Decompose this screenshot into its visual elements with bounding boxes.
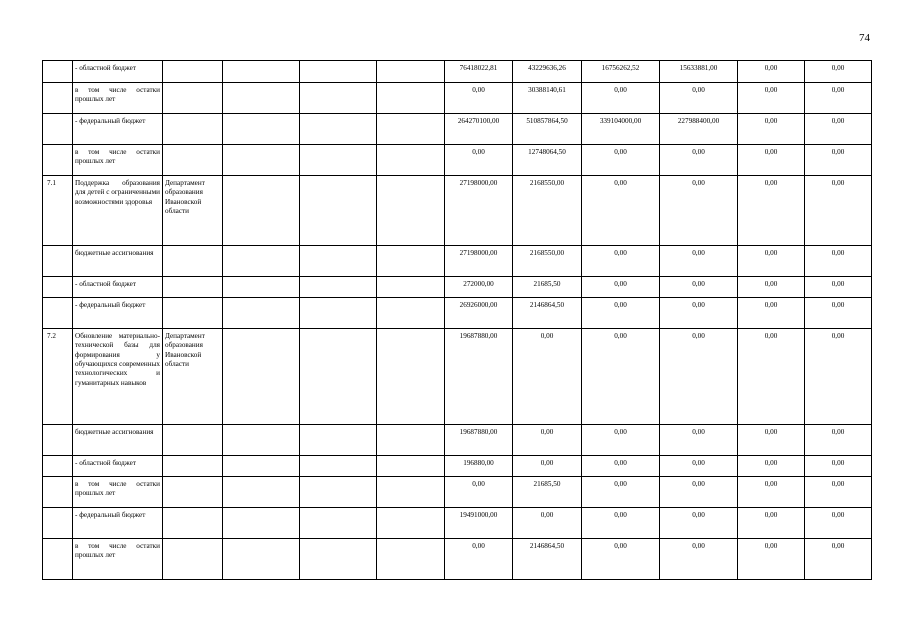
amount-cell-3: 0,00 — [582, 329, 660, 425]
row-number-cell: 7.1 — [43, 176, 73, 246]
row-number-cell: 7.2 — [43, 329, 73, 425]
empty-cell — [300, 298, 377, 329]
amount-cell-1: 27198000,00 — [445, 246, 513, 277]
amount-cell-3: 0,00 — [582, 246, 660, 277]
amount-cell-3: 0,00 — [582, 539, 660, 580]
table-row — [43, 176, 872, 246]
amount-cell-5: 0,00 — [738, 477, 805, 508]
row-number-cell — [43, 508, 73, 539]
table-row — [43, 145, 872, 176]
table-row — [43, 277, 872, 298]
row-name-cell: - федеральный бюджет — [73, 508, 163, 539]
empty-cell — [377, 61, 445, 83]
amount-cell-4: 0,00 — [660, 425, 738, 456]
amount-cell-1: 19687880,00 — [445, 329, 513, 425]
amount-cell-2: 0,00 — [513, 456, 582, 477]
empty-cell — [300, 456, 377, 477]
amount-cell-6: 0,00 — [805, 298, 872, 329]
executor-cell — [163, 277, 223, 298]
empty-cell — [377, 114, 445, 145]
table-row — [43, 539, 872, 580]
empty-cell — [223, 277, 300, 298]
empty-cell — [300, 508, 377, 539]
amount-cell-5: 0,00 — [738, 83, 805, 114]
executor-cell — [163, 145, 223, 176]
empty-cell — [223, 114, 300, 145]
empty-cell — [377, 277, 445, 298]
amount-cell-3: 0,00 — [582, 176, 660, 246]
row-number-cell — [43, 114, 73, 145]
empty-cell — [377, 477, 445, 508]
amount-cell-4: 0,00 — [660, 456, 738, 477]
empty-cell — [223, 539, 300, 580]
row-name-cell: - федеральный бюджет — [73, 298, 163, 329]
row-name-cell: - областной бюджет — [73, 456, 163, 477]
row-name-cell: Обновление материально-технической базы для формирования у обучающихся современных технологических и гуманитарных навыков — [73, 329, 163, 425]
amount-cell-6: 0,00 — [805, 114, 872, 145]
table-row — [43, 456, 872, 477]
amount-cell-3: 16756262,52 — [582, 61, 660, 83]
amount-cell-2: 2146864,50 — [513, 298, 582, 329]
amount-cell-5: 0,00 — [738, 61, 805, 83]
amount-cell-2: 2168550,00 — [513, 176, 582, 246]
amount-cell-6: 0,00 — [805, 246, 872, 277]
amount-cell-4: 0,00 — [660, 176, 738, 246]
amount-cell-5: 0,00 — [738, 456, 805, 477]
executor-cell — [163, 456, 223, 477]
amount-cell-3: 0,00 — [582, 508, 660, 539]
row-number-cell — [43, 246, 73, 277]
amount-cell-5: 0,00 — [738, 114, 805, 145]
amount-cell-6: 0,00 — [805, 83, 872, 114]
amount-cell-3: 0,00 — [582, 298, 660, 329]
amount-cell-1: 272000,00 — [445, 277, 513, 298]
empty-cell — [377, 83, 445, 114]
amount-cell-4: 0,00 — [660, 539, 738, 580]
executor-cell — [163, 114, 223, 145]
row-name-cell: - федеральный бюджет — [73, 114, 163, 145]
amount-cell-2: 0,00 — [513, 425, 582, 456]
amount-cell-3: 339104000,00 — [582, 114, 660, 145]
empty-cell — [300, 477, 377, 508]
empty-cell — [300, 114, 377, 145]
table-row — [43, 329, 872, 425]
empty-cell — [377, 456, 445, 477]
empty-cell — [377, 298, 445, 329]
amount-cell-3: 0,00 — [582, 456, 660, 477]
executor-cell: Департамент образования Ивановской области — [163, 329, 223, 425]
row-name-cell: в том числе остатки прошлых лет — [73, 83, 163, 114]
budget-table — [42, 60, 872, 580]
empty-cell — [377, 246, 445, 277]
amount-cell-4: 0,00 — [660, 477, 738, 508]
row-number-cell — [43, 298, 73, 329]
empty-cell — [377, 425, 445, 456]
empty-cell — [223, 425, 300, 456]
amount-cell-1: 0,00 — [445, 145, 513, 176]
page-number: 74 — [859, 32, 870, 44]
amount-cell-4: 227988400,00 — [660, 114, 738, 145]
row-number-cell — [43, 61, 73, 83]
amount-cell-1: 19491000,00 — [445, 508, 513, 539]
table-row — [43, 61, 872, 83]
empty-cell — [300, 83, 377, 114]
amount-cell-5: 0,00 — [738, 145, 805, 176]
row-name-cell: в том числе остатки прошлых лет — [73, 145, 163, 176]
amount-cell-1: 196880,00 — [445, 456, 513, 477]
table-row — [43, 298, 872, 329]
amount-cell-5: 0,00 — [738, 298, 805, 329]
empty-cell — [223, 145, 300, 176]
amount-cell-5: 0,00 — [738, 329, 805, 425]
executor-cell: Департамент образования Ивановской области — [163, 176, 223, 246]
empty-cell — [223, 246, 300, 277]
table-row — [43, 425, 872, 456]
amount-cell-6: 0,00 — [805, 425, 872, 456]
amount-cell-4: 0,00 — [660, 145, 738, 176]
amount-cell-6: 0,00 — [805, 508, 872, 539]
empty-cell — [377, 329, 445, 425]
empty-cell — [377, 539, 445, 580]
amount-cell-2: 510857864,50 — [513, 114, 582, 145]
amount-cell-2: 2146864,50 — [513, 539, 582, 580]
amount-cell-3: 0,00 — [582, 277, 660, 298]
amount-cell-3: 0,00 — [582, 477, 660, 508]
amount-cell-6: 0,00 — [805, 61, 872, 83]
amount-cell-6: 0,00 — [805, 145, 872, 176]
empty-cell — [300, 539, 377, 580]
amount-cell-6: 0,00 — [805, 456, 872, 477]
empty-cell — [300, 246, 377, 277]
amount-cell-1: 27198000,00 — [445, 176, 513, 246]
empty-cell — [300, 176, 377, 246]
empty-cell — [377, 145, 445, 176]
amount-cell-2: 43229636,26 — [513, 61, 582, 83]
amount-cell-3: 0,00 — [582, 425, 660, 456]
table-row — [43, 477, 872, 508]
executor-cell — [163, 539, 223, 580]
table-row — [43, 83, 872, 114]
amount-cell-1: 0,00 — [445, 83, 513, 114]
row-number-cell — [43, 277, 73, 298]
amount-cell-5: 0,00 — [738, 508, 805, 539]
amount-cell-2: 0,00 — [513, 508, 582, 539]
amount-cell-6: 0,00 — [805, 539, 872, 580]
amount-cell-2: 30388140,61 — [513, 83, 582, 114]
row-number-cell — [43, 145, 73, 176]
amount-cell-5: 0,00 — [738, 425, 805, 456]
executor-cell — [163, 298, 223, 329]
amount-cell-1: 0,00 — [445, 477, 513, 508]
executor-cell — [163, 477, 223, 508]
empty-cell — [377, 176, 445, 246]
empty-cell — [300, 329, 377, 425]
amount-cell-4: 0,00 — [660, 83, 738, 114]
row-name-cell: бюджетные ассигнования — [73, 425, 163, 456]
empty-cell — [223, 298, 300, 329]
amount-cell-6: 0,00 — [805, 477, 872, 508]
amount-cell-4: 15633881,00 — [660, 61, 738, 83]
amount-cell-1: 264270100,00 — [445, 114, 513, 145]
amount-cell-3: 0,00 — [582, 145, 660, 176]
amount-cell-6: 0,00 — [805, 329, 872, 425]
row-name-cell: - областной бюджет — [73, 277, 163, 298]
executor-cell — [163, 61, 223, 83]
empty-cell — [223, 83, 300, 114]
executor-cell — [163, 425, 223, 456]
amount-cell-1: 26926000,00 — [445, 298, 513, 329]
amount-cell-1: 19687880,00 — [445, 425, 513, 456]
amount-cell-4: 0,00 — [660, 246, 738, 277]
empty-cell — [223, 176, 300, 246]
row-name-cell: - областной бюджет — [73, 61, 163, 83]
row-number-cell — [43, 477, 73, 508]
amount-cell-5: 0,00 — [738, 539, 805, 580]
empty-cell — [223, 477, 300, 508]
amount-cell-2: 21685,50 — [513, 477, 582, 508]
amount-cell-2: 0,00 — [513, 329, 582, 425]
empty-cell — [300, 145, 377, 176]
empty-cell — [377, 508, 445, 539]
amount-cell-2: 21685,50 — [513, 277, 582, 298]
executor-cell — [163, 83, 223, 114]
row-name-cell: бюджетные ассигнования — [73, 246, 163, 277]
empty-cell — [223, 61, 300, 83]
empty-cell — [223, 508, 300, 539]
row-name-cell: Поддержка образования для детей с ограниченными возможностями здоровья — [73, 176, 163, 246]
amount-cell-1: 0,00 — [445, 539, 513, 580]
amount-cell-6: 0,00 — [805, 277, 872, 298]
empty-cell — [300, 277, 377, 298]
amount-cell-4: 0,00 — [660, 277, 738, 298]
budget-table-body — [43, 61, 872, 580]
table-row — [43, 114, 872, 145]
amount-cell-6: 0,00 — [805, 176, 872, 246]
empty-cell — [223, 456, 300, 477]
row-number-cell — [43, 456, 73, 477]
empty-cell — [223, 329, 300, 425]
amount-cell-2: 2168550,00 — [513, 246, 582, 277]
amount-cell-5: 0,00 — [738, 176, 805, 246]
amount-cell-5: 0,00 — [738, 277, 805, 298]
amount-cell-3: 0,00 — [582, 83, 660, 114]
amount-cell-4: 0,00 — [660, 329, 738, 425]
row-number-cell — [43, 539, 73, 580]
amount-cell-4: 0,00 — [660, 508, 738, 539]
amount-cell-4: 0,00 — [660, 298, 738, 329]
empty-cell — [300, 61, 377, 83]
empty-cell — [300, 425, 377, 456]
executor-cell — [163, 508, 223, 539]
amount-cell-1: 76418022,81 — [445, 61, 513, 83]
table-row — [43, 508, 872, 539]
amount-cell-2: 12748064,50 — [513, 145, 582, 176]
row-name-cell: в том числе остатки прошлых лет — [73, 477, 163, 508]
row-number-cell — [43, 425, 73, 456]
row-name-cell: в том числе остатки прошлых лет — [73, 539, 163, 580]
row-number-cell — [43, 83, 73, 114]
amount-cell-5: 0,00 — [738, 246, 805, 277]
table-row — [43, 246, 872, 277]
executor-cell — [163, 246, 223, 277]
